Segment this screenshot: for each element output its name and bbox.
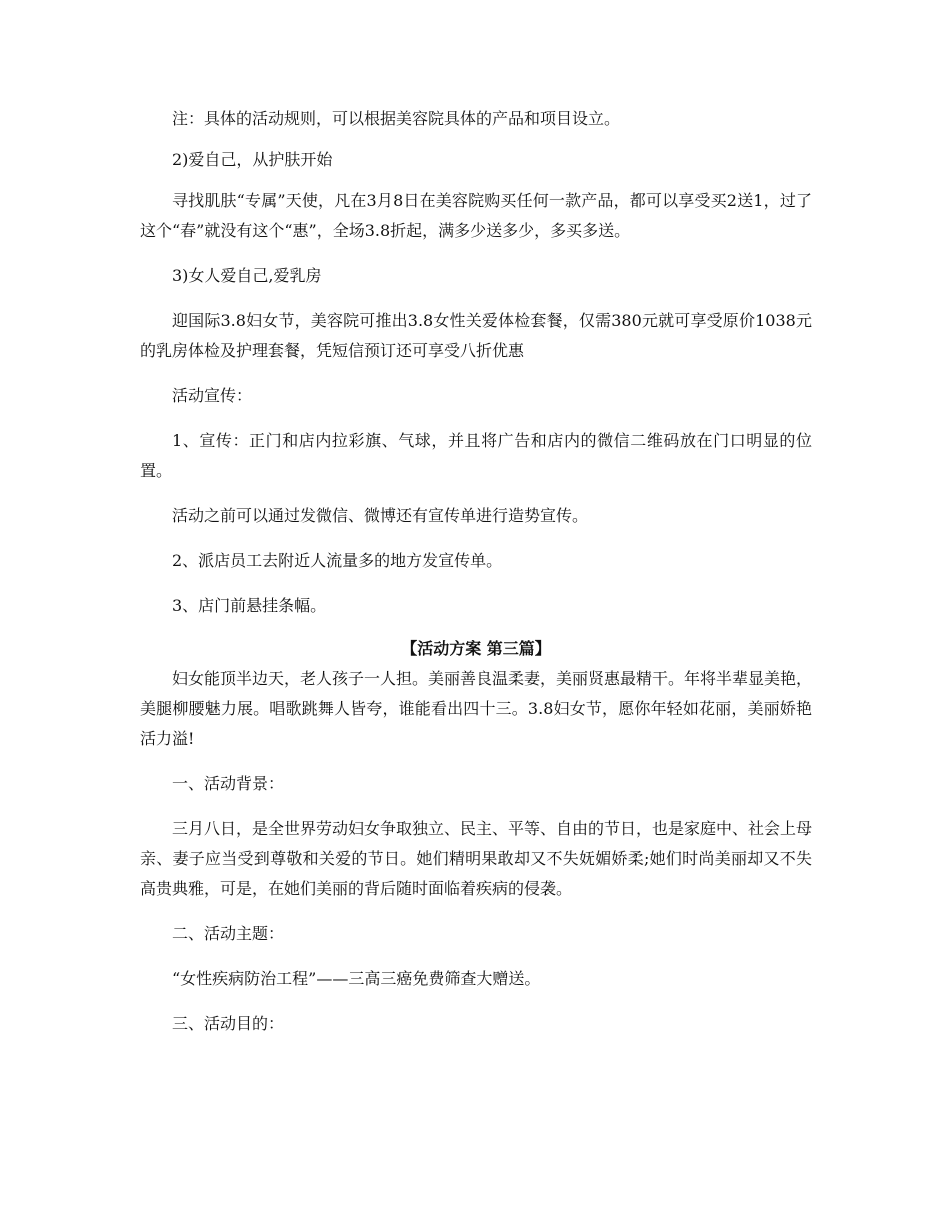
- paragraph-background: 三月八日，是全世界劳动妇女争取独立、民主、平等、自由的节日，也是家庭中、社会上母亲、妻子应当受到尊敬和关爱的节日。她们精明果敢却又不失妩媚娇柔;她们时尚美丽却又不失高贵典雅，可是，在她们美丽的背后随时面临着疾病的侵袭。: [140, 819, 813, 898]
- document-page: [140, 104, 812, 1039]
- paragraph-purpose-label: 三、活动目的：: [172, 1014, 285, 1033]
- paragraph-poem: 妇女能顶半边天，老人孩子一人担。美丽善良温柔妻，美丽贤惠最精干。年将半辈显美艳，美腿柳腰魅力展。唱歌跳舞人皆夸，谁能看出四十三。3.8妇女节，愿你年轻如花丽，美丽娇艳活力溢!: [140, 669, 813, 748]
- paragraph-theme: “女性疾病防治工程”——三高三癌免费筛查大赠送。: [172, 969, 541, 988]
- paragraph-promotion-3: 3、店门前悬挂条幅。: [172, 596, 327, 615]
- paragraph-theme-label: 二、活动主题：: [172, 924, 285, 943]
- paragraph-subheading-skincare: 2)爱自己，从护肤开始: [172, 150, 333, 169]
- paragraph-checkup-package: 迎国际3.8妇女节，美容院可推出3.8女性关爱体检套餐，仅需380元就可享受原价1038元的乳房体检及护理套餐，凭短信预订还可享受八折优惠: [140, 311, 812, 360]
- section-heading: 【活动方案 第三篇】: [401, 639, 551, 658]
- paragraph-promotion-2: 2、派店员工去附近人流量多的地方发宣传单。: [172, 551, 503, 570]
- paragraph-subheading-breast: 3)女人爱自己,爱乳房: [172, 266, 322, 285]
- paragraph-note: 注：具体的活动规则，可以根据美容院具体的产品和项目设立。: [172, 109, 621, 128]
- paragraph-promotion-label: 活动宣传：: [172, 386, 253, 405]
- paragraph-promotion-social: 活动之前可以通过发微信、微博还有宣传单进行造势宣传。: [172, 506, 589, 525]
- paragraph-background-label: 一、活动背景：: [172, 774, 285, 793]
- paragraph-promotion-1: 1、宣传：正门和店内拉彩旗、气球，并且将广告和店内的微信二维码放在门口明显的位置。: [140, 431, 812, 480]
- paragraph-skincare-offer: 寻找肌肤“专属”天使，凡在3月8日在美容院购买任何一款产品，都可以享受买2送1，过了这个“春”就没有这个“惠”，全场3.8折起，满多少送多少，多买多送。: [140, 191, 812, 240]
